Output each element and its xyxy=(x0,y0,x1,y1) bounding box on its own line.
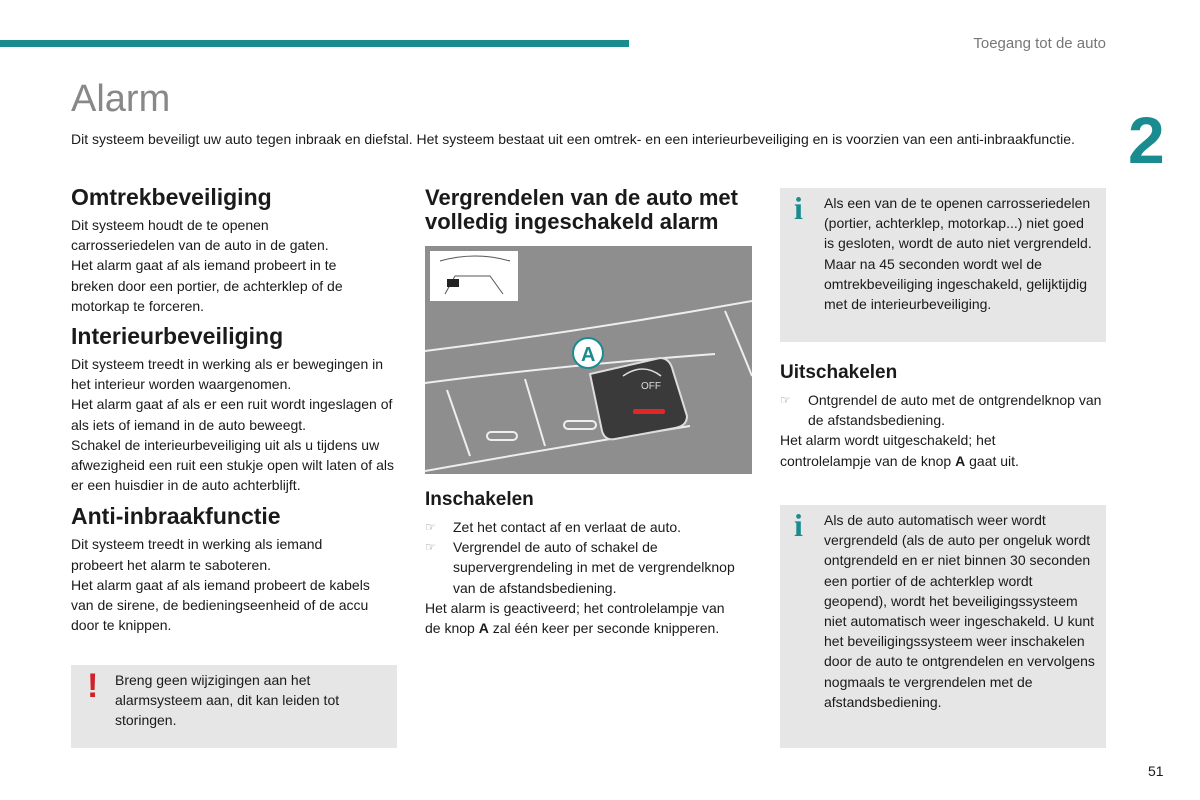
alarm-button-illustration xyxy=(425,246,752,474)
heading-interieur: Interieurbeveiliging xyxy=(71,323,284,350)
text: Dit systeem treedt in werking als er bewegingen in het interieur worden waargenomen. xyxy=(71,356,384,393)
text-part: gaat uit. xyxy=(965,452,1019,469)
text-bold: A xyxy=(478,620,489,637)
chapter-number: 2 xyxy=(1128,103,1165,177)
text: Schakel de interieurbeveiliging uit als u tijdens uw afwezigheid een ruit een stukje open wilt laten of als er een huisdier in de auto achterblijft. xyxy=(71,436,394,494)
text: Het alarm gaat af als iemand probeert de kabels van de sirene, de bedieningseenheid of de accu door te knippen. xyxy=(71,576,370,634)
dashboard-drawing xyxy=(425,246,752,474)
callout-a: A xyxy=(581,344,596,366)
text: Het alarm gaat af als iemand probeert in te breken door een portier, de achterklep of de motorkap te forceren. xyxy=(71,257,343,314)
bullet-text: Vergrendel de auto of schakel de supervergrendeling in met de vergrendelknop van de afstandsbediening. xyxy=(453,539,735,596)
intro-text: Dit systeem beveiligt uw auto tegen inbraak en diefstal. Het systeem bestaat uit een omtrek- en een interieurbeveiliging en is voorzien van een anti-inbraakfunctie. xyxy=(71,131,1075,147)
info-box-1 xyxy=(780,188,1106,342)
text-part: Het alarm is geactiveerd; het controlelampje van de knop xyxy=(425,599,725,637)
text xyxy=(780,430,1080,470)
middle-column xyxy=(425,186,755,238)
pointing-hand-icon: ☞ xyxy=(425,520,436,534)
text-bold: A xyxy=(955,452,966,469)
info-icon: i xyxy=(794,190,803,226)
list-item xyxy=(425,517,755,537)
heading-omtrek: Omtrekbeveiliging xyxy=(71,184,272,210)
list-item xyxy=(780,390,1106,430)
heading-anti: Anti-inbraakfunctie xyxy=(71,503,281,530)
text: Het alarm gaat af als er een ruit wordt ingeslagen of als iets of iemand in de auto beweegt. xyxy=(71,396,393,433)
info-text xyxy=(824,193,1094,314)
header-accent-bar xyxy=(0,40,629,47)
info-box-2 xyxy=(780,505,1106,748)
heading-vergrendelen: Vergrendelen van de auto met volledig ingeschakeld alarm xyxy=(425,185,738,234)
info-icon: i xyxy=(794,507,803,543)
uitschakelen-section xyxy=(780,361,1106,471)
warning-icon: ! xyxy=(87,667,99,705)
text xyxy=(425,598,735,638)
text-part: Het alarm wordt uitgeschakeld; het controlelampje van de knop xyxy=(780,432,996,469)
info-text-1: Als een van de te openen carrosseriedelen (portier, achterklep, motorkap...) niet goed is gesloten, wordt de auto niet vergrendeld. xyxy=(824,195,1092,252)
text: Dit systeem houdt de te openen carrosseriedelen van de auto in de gaten. xyxy=(71,217,329,254)
list-item xyxy=(425,537,755,598)
text-part: zal één keer per seconde knipperen. xyxy=(488,620,720,637)
pointing-hand-icon: ☞ xyxy=(425,540,436,555)
heading-inschakelen: Inschakelen xyxy=(425,489,534,510)
off-label: OFF xyxy=(641,381,661,392)
page-number: 51 xyxy=(1148,763,1164,779)
inschakelen-section xyxy=(425,488,755,638)
heading-uitschakelen: Uitschakelen xyxy=(780,362,898,383)
warning-text: Breng geen wijzigingen aan het alarmsysteem aan, dit kan leiden tot storingen. xyxy=(115,672,340,729)
pointing-hand-icon: ☞ xyxy=(780,393,791,407)
left-column xyxy=(71,184,397,635)
info-text: Als de auto automatisch weer wordt vergrendeld (als de auto per ongeluk wordt ontgrendeld en er niet binnen 30 seconden een portier of de achterklep wordt geopend), wordt het beveiligingssysteem niet automatisch weer ingeschakeld. U kunt het beveiligingssysteem weer inschakelen door de auto te ontgrendelen en vervolgens nogmaals te vergrendelen met de afstandsbediening. xyxy=(824,512,1095,710)
bullet-text: Zet het contact af en verlaat de auto. xyxy=(453,519,682,535)
text: Dit systeem treedt in werking als iemand probeert het alarm te saboteren. xyxy=(71,536,323,573)
warning-box xyxy=(71,665,397,748)
bullet-text: Ontgrendel de auto met de ontgrendelknop van de afstandsbediening. xyxy=(808,392,1102,429)
info-text-2: Maar na 45 seconden wordt wel de omtrekbeveiliging ingeschakeld, gelijktijdig met de interieurbeveiliging. xyxy=(824,255,1088,313)
section-title: Toegang tot de auto xyxy=(973,35,1106,52)
page-title: Alarm xyxy=(71,78,171,120)
